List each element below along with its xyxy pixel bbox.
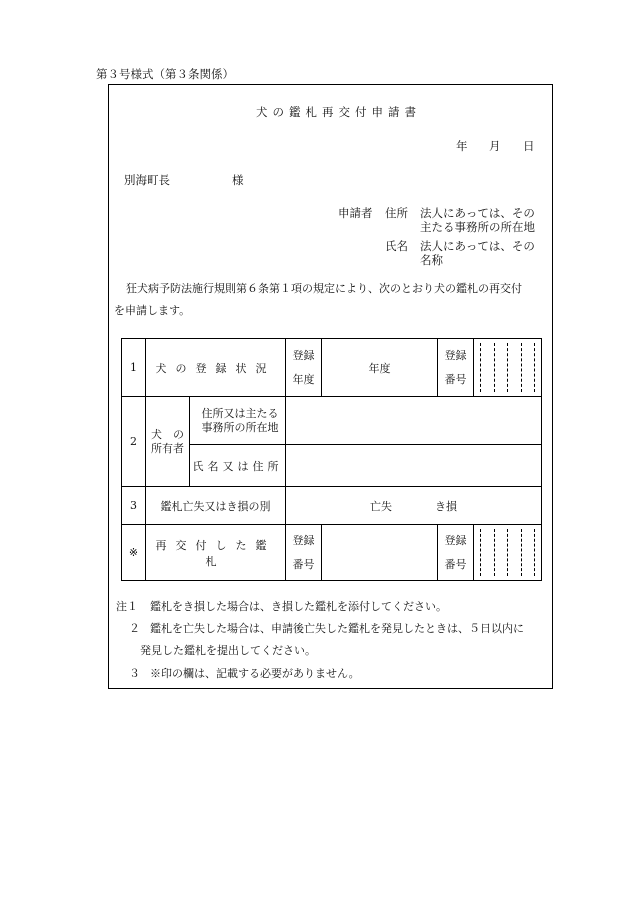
reissued-registration-field[interactable]: [322, 525, 438, 581]
reissued-number-label: 登録 番号: [438, 525, 474, 581]
day-label: 日: [523, 139, 535, 153]
option-damaged[interactable]: き損: [435, 499, 457, 513]
form-title: 犬の鑑札再交付申請書: [256, 105, 421, 119]
applicant-address-note-1: 法人にあっては、その: [420, 206, 535, 220]
note-text: ※印の欄は、記載する必要がありません。: [150, 667, 360, 680]
note-text: 鑑札を亡失した場合は、申請後亡失した鑑札を発見したときは、５日以内に: [150, 622, 524, 635]
table-row: [122, 487, 542, 525]
applicant-address-note-2: 主たる事務所の所在地: [420, 220, 535, 234]
month-label: 月: [489, 139, 501, 153]
applicant-name-note-2: 名称: [420, 253, 443, 267]
owner-label: 犬 の 所有者: [146, 397, 190, 487]
option-lost[interactable]: 亡失: [370, 499, 392, 513]
lost-or-damaged-options[interactable]: [286, 487, 542, 525]
registration-number-label: 登録 番号: [438, 339, 474, 397]
row-number: ※: [122, 525, 146, 581]
fiscal-year-field[interactable]: 年度: [322, 339, 438, 397]
dog-registration-status-label: 犬の登録状況: [146, 339, 286, 397]
owner-address-label: 住所又は主たる 事務所の所在地: [190, 397, 286, 445]
applicant-label: 申請者: [338, 206, 373, 220]
body-text-line-1: 狂犬病予防法施行規則第６条第１項の規定により、次のとおり犬の鑑札の再交付: [126, 282, 522, 295]
note-number: ２: [129, 622, 140, 635]
registration-table: [121, 338, 542, 581]
owner-name-label: 氏名又は住所: [190, 445, 286, 487]
addressee-honorific: 様: [232, 173, 244, 187]
table-row: [122, 397, 542, 445]
form-number: 第３号様式（第３条関係）: [96, 67, 234, 81]
applicant-name-note-1: 法人にあっては、その: [420, 239, 535, 253]
applicant-address-label: 住所: [385, 206, 408, 220]
note-text: 発見した鑑札を提出してください。: [140, 644, 316, 657]
addressee-name: 別海町長: [124, 173, 170, 187]
reissued-tag-label: 再交付した鑑札: [146, 525, 286, 581]
note-number: 注１: [116, 600, 138, 613]
applicant-name-label: 氏名: [385, 239, 408, 253]
body-text-line-2: を申請します。: [114, 304, 191, 317]
note-text: 鑑札をき損した場合は、き損した鑑札を添付してください。: [150, 600, 447, 613]
registration-number-field[interactable]: [474, 339, 542, 397]
reissued-number-field[interactable]: [474, 525, 542, 581]
year-label: 年: [456, 139, 468, 153]
registration-year-label: 登録 年度: [286, 339, 322, 397]
table-row: [122, 525, 542, 581]
row-number: 3: [122, 487, 146, 525]
table-row: [122, 339, 542, 397]
owner-name-field[interactable]: [286, 445, 542, 487]
reissued-registration-label: 登録 番号: [286, 525, 322, 581]
row-number: 2: [122, 397, 146, 487]
lost-or-damaged-label: 鑑札亡失又はき損の別: [146, 487, 286, 525]
row-number: 1: [122, 339, 146, 397]
note-number: ３: [129, 667, 140, 680]
owner-address-field[interactable]: [286, 397, 542, 445]
